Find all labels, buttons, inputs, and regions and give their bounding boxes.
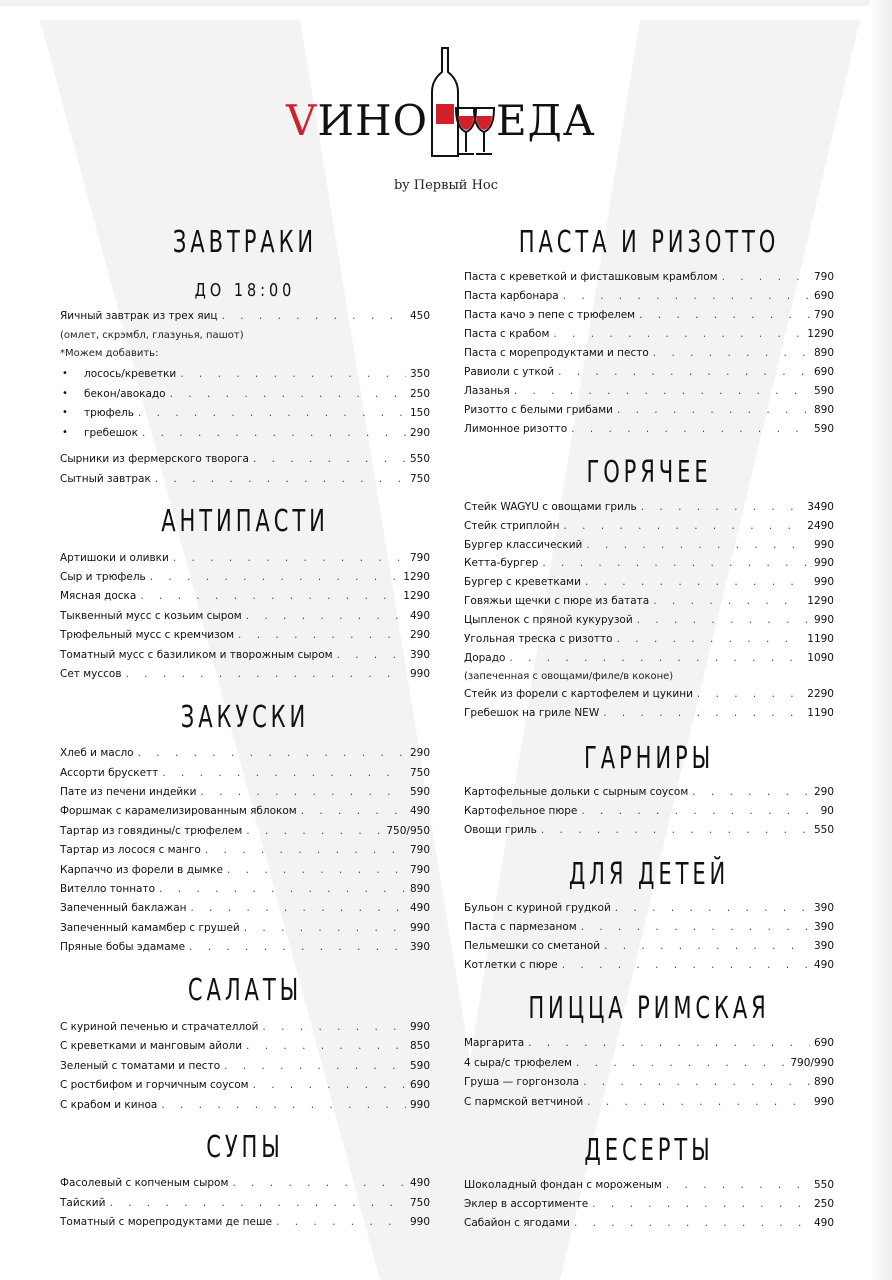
menu-item: Карпаччо из форели в дымке . . . 790	[60, 862, 430, 878]
menu-item: С крабом и киноа . . . 990	[60, 1097, 430, 1113]
menu-item: Маргарита . . . 690	[464, 1035, 834, 1051]
bullet-icon: •	[62, 368, 68, 379]
menu-item: Ризотто с белыми грибами . . . 890	[464, 402, 834, 418]
menu-item: Котлетки с пюре . . . 490	[464, 957, 834, 973]
menu-item: Форшмак с карамелизированным яблоком . . . 490	[60, 803, 430, 819]
menu-item: Тайский . . . 750	[60, 1195, 430, 1211]
section-title-pasta: ПАСТА И РИЗОТТО	[518, 225, 780, 260]
wine-bottle-glasses-icon	[428, 44, 498, 162]
menu-item: Запеченный камамбер с грушей . . . 990	[60, 920, 430, 936]
menu-item: Хлеб и масло . . . 290	[60, 745, 430, 761]
menu-item: Фасолевый с копченым сыром . . . 490	[60, 1175, 430, 1191]
menu-item: С ростбифом и горчичным соусом . . . 690	[60, 1077, 430, 1093]
menu-item: Тыквенный мусс с козьим сыром . . . 490	[60, 608, 430, 624]
logo-accent-v: V	[286, 96, 318, 145]
logo-text-vino	[286, 96, 429, 145]
section-title-desserts: ДЕСЕРТЫ	[584, 1133, 714, 1168]
menu-item: Яичный завтрак из трех яиц . . . 450	[60, 308, 430, 324]
menu-item: Картофельные дольки с сырным соусом . . . 290	[464, 784, 834, 800]
menu-item: 4 сыра/с трюфелем . . . 790/990	[464, 1055, 834, 1071]
section-title-soups: СУПЫ	[206, 1130, 284, 1165]
menu-item: Паста с морепродуктами и песто . . . 890	[464, 345, 834, 361]
menu-item: Сырники из фермерского творога . . . 550	[60, 451, 430, 467]
menu-item: Пряные бобы эдамаме . . . 390	[60, 939, 430, 955]
menu-item: Равиоли с уткой . . . 690	[464, 364, 834, 380]
addon-item: • лосось/креветки . . . 350	[60, 366, 430, 382]
menu-item: Шоколадный фондан с мороженым . . . 550	[464, 1177, 834, 1193]
menu-item: Лимонное ризотто . . . 590	[464, 421, 834, 437]
menu-item: Говяжьи щечки с пюре из батата . . . 1290	[464, 593, 834, 609]
menu-item: Паста качо э пепе с трюфелем . . . 790	[464, 307, 834, 323]
section-title-kids: ДЛЯ ДЕТЕЙ	[568, 857, 730, 892]
menu-item: Сет муссов . . . 990	[60, 666, 430, 682]
menu-item: С креветками и манговым айоли . . . 850	[60, 1038, 430, 1054]
menu-item: Цыпленок с пряной кукурузой . . . 990	[464, 612, 834, 628]
menu-item: Паста с крабом . . . 1290	[464, 326, 834, 342]
addon-item: • гребешок . . . 290	[60, 425, 430, 441]
menu-item: Бульон с куриной грудкой . . . 390	[464, 900, 834, 916]
menu-item: Артишоки и оливки . . . 790	[60, 550, 430, 566]
bullet-icon: •	[62, 427, 68, 438]
item-note: (омлет, скрэмбл, глазунья, пашот)	[60, 330, 244, 341]
addon-item: • бекон/авокадо . . . 250	[60, 386, 430, 402]
section-title-antipasti: АНТИПАСТИ	[161, 504, 329, 539]
section-subtitle-breakfast: ДО 18:00	[194, 280, 296, 301]
bullet-icon: •	[62, 407, 68, 418]
menu-item: Кетта-бургер . . . 990	[464, 555, 834, 571]
menu-item: Мясная доска . . . 1290	[60, 588, 430, 604]
menu-item: Стейк WAGYU с овощами гриль . . . 3490	[464, 499, 834, 515]
menu-item: Томатный с морепродуктами де пеше . . . 990	[60, 1214, 430, 1230]
menu-item: Запеченный баклажан . . . 490	[60, 900, 430, 916]
menu-item: Тартар из говядины/с трюфелем . . . 750/950	[60, 823, 430, 839]
menu-item: Бургер классический . . . 990	[464, 537, 834, 553]
menu-item: Овощи гриль . . . 550	[464, 822, 834, 838]
menu-item: Дорадо . . . 1090	[464, 650, 834, 666]
menu-item: Зеленый с томатами и песто . . . 590	[60, 1058, 430, 1074]
logo-text-ino: ИНО	[317, 96, 429, 145]
menu-item: Паста с пармезаном . . . 390	[464, 919, 834, 935]
item-note: (запеченная с овощами/филе/в коконе)	[464, 671, 674, 682]
menu-item: Груша — горгонзола . . . 890	[464, 1074, 834, 1090]
addon-item: • трюфель . . . 150	[60, 405, 430, 421]
menu-item: Томатный мусс с базиликом и творожным сыром . . . 390	[60, 647, 430, 663]
section-title-snacks: ЗАКУСКИ	[180, 700, 310, 735]
section-title-sides: ГАРНИРЫ	[583, 741, 715, 776]
menu-item: Гребешок на гриле NEW . . . 1190	[464, 705, 834, 721]
bullet-icon: •	[62, 388, 68, 399]
section-title-hot: ГОРЯЧЕЕ	[586, 455, 712, 490]
menu-item: Лазанья . . . 590	[464, 383, 834, 399]
menu-item: С пармской ветчиной . . . 990	[464, 1094, 834, 1110]
section-title-salads: САЛАТЫ	[187, 973, 303, 1008]
menu-item: Вителло тоннато . . . 890	[60, 881, 430, 897]
menu-item: Угольная треска с ризотто . . . 1190	[464, 631, 834, 647]
addons-label: *Можем добавить:	[60, 348, 159, 359]
menu-item: Ассорти брускетт . . . 750	[60, 765, 430, 781]
menu-item: Сыр и трюфель . . . 1290	[60, 569, 430, 585]
menu-item: Тартар из лосося с манго . . . 790	[60, 842, 430, 858]
menu-item: Паста карбонара . . . 690	[464, 288, 834, 304]
brand-logo	[286, 44, 606, 162]
menu-item: Пельмешки со сметаной . . . 390	[464, 938, 834, 954]
menu-item: Картофельное пюре . . . 90	[464, 803, 834, 819]
menu-item: Паста с креветкой и фисташковым крамблом . . . 790	[464, 269, 834, 285]
menu-item: Пате из печени индейки . . . 590	[60, 784, 430, 800]
logo-text-eda: ЕДА	[496, 96, 596, 145]
menu-item: Эклер в ассортименте . . . 250	[464, 1196, 834, 1212]
menu-item: Стейк из форели с картофелем и цукини . . . 2290	[464, 686, 834, 702]
menu-item: Сабайон с ягодами . . . 490	[464, 1215, 834, 1231]
menu-item: Стейк стриплойн . . . 2490	[464, 518, 834, 534]
menu-item: Сытный завтрак . . . 750	[60, 471, 430, 487]
section-title-breakfast: ЗАВТРАКИ	[172, 225, 318, 260]
brand-tagline: by Первый Нос	[393, 178, 499, 193]
menu-item: Трюфельный мусс с кремчизом . . . 290	[60, 627, 430, 643]
section-title-pizza: ПИЦЦА РИМСКАЯ	[528, 991, 770, 1026]
menu-item: Бургер с креветками . . . 990	[464, 574, 834, 590]
menu-item: С куриной печенью и страчателлой . . . 990	[60, 1019, 430, 1035]
